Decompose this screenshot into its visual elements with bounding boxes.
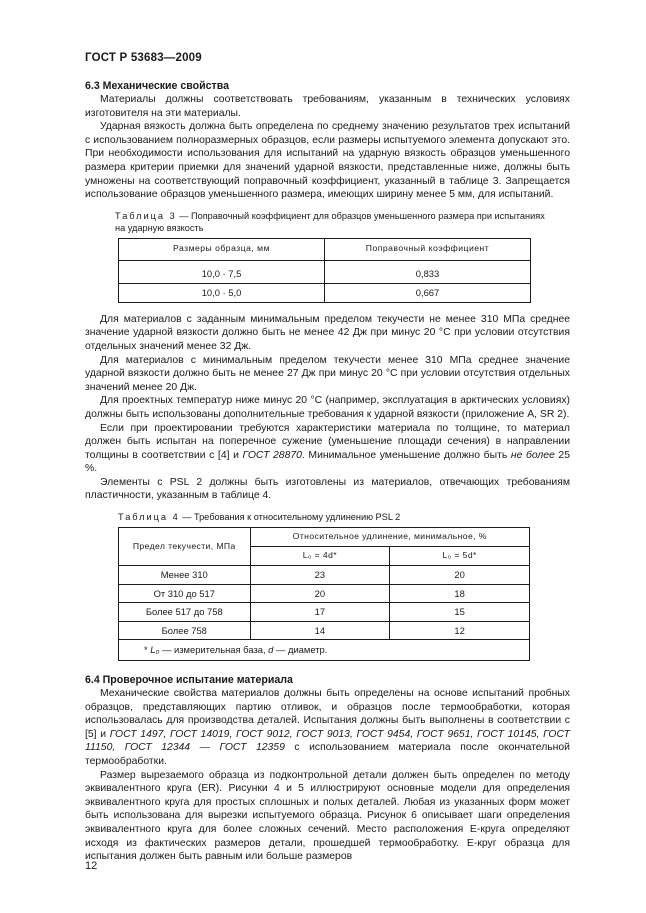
emphasis: не более [510,449,555,461]
paragraph: Размер вырезаемого образца из подконтрольной детали должен быть определен по методу эквивалентного круга (ER). Рисунки 4 и 5 иллюстрируют основные модели для определения эквивалентного круга для простых сплошных и полых деталей. Любая из указанных форм может быть использована для вырезки испытуемого образца. Рисунок 6 описывает шаги определения эквивалентного круга для более сложных сечений. Место расположения Е-круга определяют исходя из фактических размеров детали, прошедшей термообработку. Е-круг образца для испытания должен быть равным или больше размеров [85,769,570,863]
table-cell: 20 [250,584,390,603]
text-run: 25 %. [85,449,570,475]
table-cell: 18 [390,584,530,603]
table-cell: 23 [250,566,390,585]
text-run: . Минимальное уменьшение должно быть [301,449,511,461]
table-header-row [119,528,530,547]
paragraph: Элементы с PSL 2 должны быть изготовлены из материалов, отвечающих требованиям пластичности, указанным в таблице 4. [85,476,570,502]
table-row [119,584,530,603]
footnote-mark: * [144,644,151,656]
column-header: Поправочный коэффициент [325,238,531,260]
paragraph [85,687,570,769]
paragraph: Для материалов с минимальным пределом текучести менее 310 МПа среднее значение ударной вязкости должно быть не менее 27 Дж при минус 20 °С при условии отсутствия отдельных значений менее 20 Дж. [85,354,570,393]
table-4-label: Таблица 4 [118,512,180,523]
footnote-symbol: L₀ [150,644,160,656]
paragraph: Материалы должны соответствовать требованиям, указанным в технических условиях изготовителя на эти материалы. [85,94,570,119]
column-header: Предел текучести, МПа [119,528,251,566]
table-cell: 0,667 [325,283,531,302]
text-run: с использованием материала после окончательной термообработки. [85,742,570,768]
text-run: Механические свойства материалов должны быть определены на основе испытаний пробных образцов, представляющих партию отливок, и образцов после термообработки, которая использовалась для производства деталей. Испытания должны быть выполнены в соответствии с [5] и [85,688,570,740]
table-header-row [119,238,531,260]
table-cell: 0,833 [325,260,531,283]
footnote-text: — диаметр. [273,644,328,656]
section-6-4-title: 6.4 Проверочное испытание материала [85,674,293,687]
standard-references: ГОСТ 1497, ГОСТ 14019, ГОСТ 9012, ГОСТ 9013, ГОСТ 9454, ГОСТ 9651, ГОСТ 10145, ГОСТ 11150, ГОСТ 12344 — ГОСТ 12359 [85,728,570,754]
paragraph: Для материалов с заданным минимальным пределом текучести не менее 310 МПа среднее значение ударной вязкости должно быть не менее 42 Дж при минус 20 °С при условии отсутствия отдельных значений менее 32 Дж. [85,313,570,352]
text-run: Если при проектировании требуются характеристики материала по толщине, то материал должен быть испытан на поперечное сужение (уменьшение площади сечения) в направлении толщины в соответствии с [4] и [85,422,570,461]
table-cell: 12 [390,621,530,640]
group-header: Относительное удлинение, минимальное, % [250,528,529,547]
table-3-caption [115,210,555,234]
document-header: ГОСТ Р 53683—2009 [85,52,202,64]
paragraph: Для проектных температур ниже минус 20 °С (например, эксплуатация в арктических условиях) должны быть использованы дополнительные требования к ударной вязкости (приложение А, SR 2). [85,395,570,420]
table-4-caption-text: — Требования к относительному удлинению PSL 2 [179,512,401,523]
column-subheader: L₀ = 5d* [390,547,530,566]
table-3 [118,238,531,303]
table-footnote [119,640,530,661]
table-cell: Менее 310 [119,566,251,585]
table-4 [118,527,530,661]
table-cell: От 310 до 517 [119,584,251,603]
table-3-caption-text: — Поправочный коэффициент для образцов уменьшенного размера при испытаниях на ударную вязкость [115,210,545,233]
table-cell: Более 517 до 758 [119,603,251,622]
table-cell: 10,0 · 7,5 [119,260,325,283]
table-cell: 20 [390,566,530,585]
table-cell: 15 [390,603,530,622]
table-cell: 14 [250,621,390,640]
table-row [119,283,531,302]
table-3-label: Таблица 3 [115,210,177,221]
table-row [119,566,530,585]
page-number: 12 [85,860,98,872]
footnote-symbol: d [268,644,274,656]
table-cell: Более 758 [119,621,251,640]
table-4-caption [118,511,558,523]
table-footnote-row [119,640,530,661]
paragraph: Ударная вязкость должна быть определена по среднему значению результатов трех испытаний с использованием полноразмерных образцов, если размеры испытуемого элемента допускают это. При необходимости использования для испытаний на ударную вязкость образцов уменьшенного размера критерии приемки для значений ударной вязкости, представленные ниже, должны быть умножены на соответствующий поправочный коэффициент, указанный в таблице 3. Запрещается использование образцов уменьшенного размера, имеющих ширину менее 5 мм, для испытаний. [85,121,570,201]
standard-reference: ГОСТ 28870 [242,449,302,461]
table-row [119,603,530,622]
table-cell: 10,0 · 5,0 [119,283,325,302]
table-row [119,260,531,283]
paragraph [85,422,570,476]
column-header: Размеры образца, мм [119,238,325,260]
section-6-3-title: 6.3 Механические свойства [85,80,229,92]
column-subheader: L₀ = 4d* [250,547,390,566]
table-cell: 17 [250,603,390,622]
table-row [119,621,530,640]
footnote-text: — измерительная база, [159,644,269,656]
page-content [85,79,570,864]
